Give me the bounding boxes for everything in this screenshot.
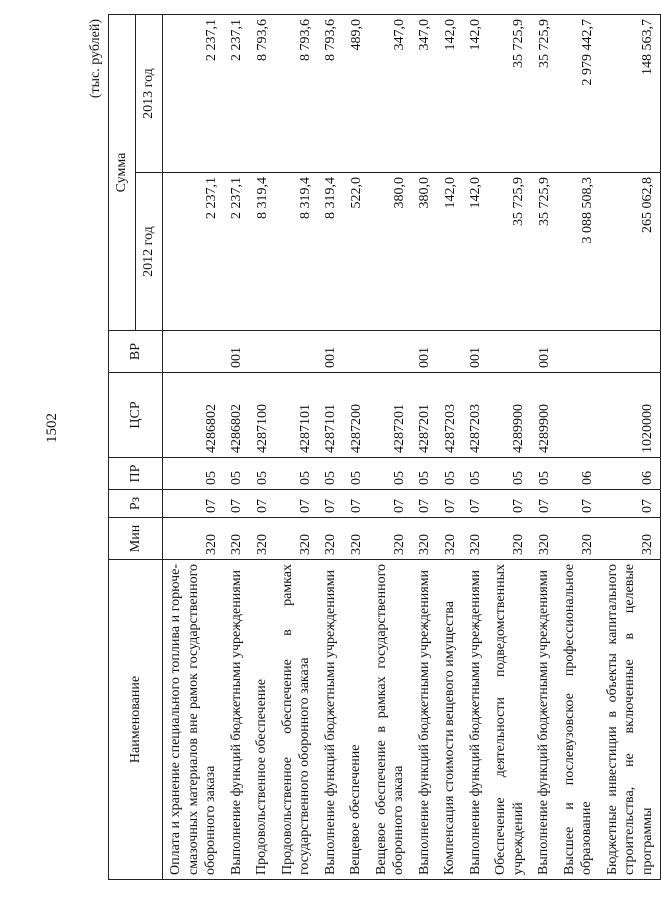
cell-pr: 05: [488, 458, 531, 490]
cell-csr: 4289900: [488, 373, 531, 458]
header-vr: ВР: [109, 331, 163, 373]
header-rz: Рз: [109, 490, 163, 518]
cell-vr: 001: [224, 331, 250, 373]
page-number: 1502: [44, 413, 60, 443]
cell-min: 320: [318, 518, 344, 560]
cell-y2013: 489,0: [343, 15, 369, 173]
cell-y2012: 2 237,1: [224, 173, 250, 331]
cell-csr: 4287203: [437, 373, 463, 458]
cell-vr: 001: [412, 331, 438, 373]
cell-y2012: 2 237,1: [163, 173, 224, 331]
cell-rz: 07: [163, 490, 224, 518]
cell-csr: 4287201: [369, 373, 412, 458]
cell-y2012: 380,0: [412, 173, 438, 331]
cell-pr: 06: [557, 458, 600, 490]
cell-y2012: 35 725,9: [488, 173, 531, 331]
cell-vr: 001: [531, 331, 557, 373]
cell-name: Высшее и послевузовское профессиональное образование: [557, 560, 600, 880]
table-row: [343, 15, 369, 880]
cell-csr: 4287203: [463, 373, 489, 458]
cell-name: Вещевое обеспечение в рамках государственного оборонного заказа: [369, 560, 412, 880]
table-row: [437, 15, 463, 880]
units-note: (тыс. рублей): [88, 19, 103, 99]
cell-name: Оплата и хранение специального топлива и горюче-смазочных материалов вне рамок государственного оборонного заказа: [163, 560, 224, 880]
cell-y2012: 265 062,8: [600, 173, 661, 331]
cell-vr: [557, 331, 600, 373]
cell-pr: 05: [412, 458, 438, 490]
cell-pr: 05: [531, 458, 557, 490]
table-row: [249, 15, 275, 880]
cell-csr: 4286802: [163, 373, 224, 458]
cell-vr: [600, 331, 661, 373]
cell-y2013: 142,0: [437, 15, 463, 173]
table-row: [557, 15, 600, 880]
cell-rz: 07: [557, 490, 600, 518]
cell-min: 320: [600, 518, 661, 560]
cell-rz: 07: [463, 490, 489, 518]
cell-y2012: 8 319,4: [249, 173, 275, 331]
cell-min: 320: [488, 518, 531, 560]
cell-pr: 05: [249, 458, 275, 490]
cell-min: 320: [531, 518, 557, 560]
budget-table-sheet: [86, 15, 655, 880]
cell-vr: [343, 331, 369, 373]
cell-name: Выполнение функций бюджетными учреждениями: [463, 560, 489, 880]
cell-y2012: 522,0: [343, 173, 369, 331]
cell-csr: 4287201: [412, 373, 438, 458]
table-row: [163, 15, 224, 880]
cell-min: 320: [275, 518, 318, 560]
cell-rz: 07: [488, 490, 531, 518]
cell-y2013: 35 725,9: [488, 15, 531, 173]
header-pr: ПР: [109, 458, 163, 490]
cell-y2013: 2 979 442,7: [557, 15, 600, 173]
cell-name: Продовольственное обеспечение: [249, 560, 275, 880]
cell-y2013: 35 725,9: [531, 15, 557, 173]
cell-name: Обеспечение деятельности подведомственных учреждений: [488, 560, 531, 880]
cell-rz: 07: [369, 490, 412, 518]
cell-rz: 07: [437, 490, 463, 518]
table-row: [412, 15, 438, 880]
cell-y2013: 347,0: [369, 15, 412, 173]
cell-min: 320: [437, 518, 463, 560]
cell-csr: 4287200: [343, 373, 369, 458]
table-row: [369, 15, 412, 880]
cell-csr: [557, 373, 600, 458]
cell-y2013: 2 237,1: [224, 15, 250, 173]
cell-rz: 07: [249, 490, 275, 518]
cell-y2012: 35 725,9: [531, 173, 557, 331]
cell-csr: 4286802: [224, 373, 250, 458]
cell-name: Выполнение функций бюджетными учреждениями: [318, 560, 344, 880]
header-name: Наименование: [109, 560, 163, 880]
cell-y2012: 142,0: [463, 173, 489, 331]
cell-pr: 05: [318, 458, 344, 490]
budget-table: [108, 14, 661, 880]
cell-pr: 05: [275, 458, 318, 490]
cell-min: 320: [412, 518, 438, 560]
cell-y2013: 148 563,7: [600, 15, 661, 173]
cell-pr: 05: [369, 458, 412, 490]
cell-y2013: 347,0: [412, 15, 438, 173]
cell-name: Выполнение функций бюджетными учреждениями: [224, 560, 250, 880]
cell-csr: 4287101: [275, 373, 318, 458]
header-2012: 2012 год: [136, 173, 163, 331]
cell-vr: [275, 331, 318, 373]
cell-name: Бюджетные инвестиции в объекты капитального строительства, не включенные в целевые программы: [600, 560, 661, 880]
cell-vr: 001: [318, 331, 344, 373]
table-row: [488, 15, 531, 880]
cell-pr: 05: [343, 458, 369, 490]
cell-pr: 06: [600, 458, 661, 490]
header-min: Мин: [109, 518, 163, 560]
cell-name: Выполнение функций бюджетными учреждениями: [531, 560, 557, 880]
header-csr: ЦСР: [109, 373, 163, 458]
cell-min: 320: [224, 518, 250, 560]
cell-y2012: 3 088 508,3: [557, 173, 600, 331]
cell-name: Продовольственное обеспечение в рамках государственного оборонного заказа: [275, 560, 318, 880]
cell-csr: 4287101: [318, 373, 344, 458]
cell-y2013: 8 793,6: [249, 15, 275, 173]
cell-vr: [163, 331, 224, 373]
cell-rz: 07: [224, 490, 250, 518]
table-body: [163, 15, 661, 880]
header-2013: 2013 год: [136, 15, 163, 173]
cell-pr: 05: [463, 458, 489, 490]
cell-csr: 4289900: [531, 373, 557, 458]
cell-rz: 07: [275, 490, 318, 518]
cell-pr: 05: [437, 458, 463, 490]
cell-y2013: 142,0: [463, 15, 489, 173]
cell-min: 320: [557, 518, 600, 560]
cell-name: Вещевое обеспечение: [343, 560, 369, 880]
cell-min: 320: [163, 518, 224, 560]
cell-pr: 05: [163, 458, 224, 490]
cell-vr: [369, 331, 412, 373]
cell-y2012: 380,0: [369, 173, 412, 331]
table-row: [275, 15, 318, 880]
table-row: [224, 15, 250, 880]
cell-pr: 05: [224, 458, 250, 490]
cell-y2012: 8 319,4: [275, 173, 318, 331]
cell-min: 320: [343, 518, 369, 560]
cell-y2012: 8 319,4: [318, 173, 344, 331]
cell-rz: 07: [343, 490, 369, 518]
cell-min: 320: [463, 518, 489, 560]
cell-rz: 07: [600, 490, 661, 518]
table-row: [600, 15, 661, 880]
cell-csr: 1020000: [600, 373, 661, 458]
cell-rz: 07: [318, 490, 344, 518]
cell-vr: [249, 331, 275, 373]
table-row: [531, 15, 557, 880]
cell-rz: 07: [412, 490, 438, 518]
cell-vr: [437, 331, 463, 373]
table-row: [318, 15, 344, 880]
cell-vr: 001: [463, 331, 489, 373]
cell-name: Компенсация стоимости вещевого имущества: [437, 560, 463, 880]
cell-y2012: 142,0: [437, 173, 463, 331]
table-row: [463, 15, 489, 880]
cell-vr: [488, 331, 531, 373]
cell-y2013: 8 793,6: [275, 15, 318, 173]
cell-min: 320: [369, 518, 412, 560]
cell-y2013: 8 793,6: [318, 15, 344, 173]
cell-rz: 07: [531, 490, 557, 518]
header-sum: Сумма: [109, 15, 136, 331]
cell-min: 320: [249, 518, 275, 560]
cell-csr: 4287100: [249, 373, 275, 458]
cell-name: Выполнение функций бюджетными учреждениями: [412, 560, 438, 880]
cell-y2013: 2 237,1: [163, 15, 224, 173]
